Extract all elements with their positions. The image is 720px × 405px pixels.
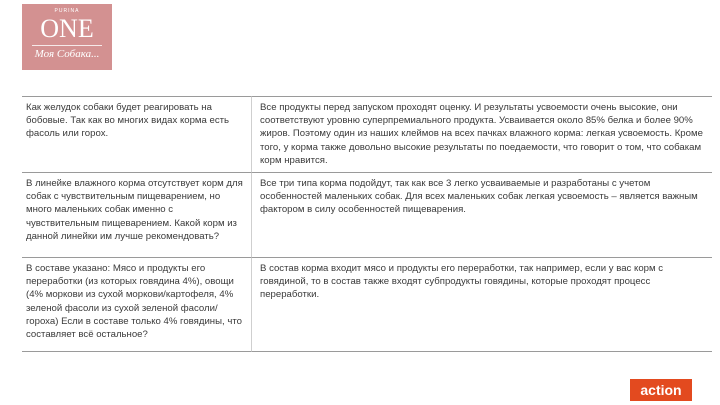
faq-question-1: Как желудок собаки будет реагировать на бобовые. Так как во многих видах корма есть фасоль или горох. (22, 96, 252, 172)
faq-answer-2: Все три типа корма подойдут, так как все 3 легко усваиваемые и разработаны с учетом особенностей маленьких собак. Для всех маленьких собак легкая усвоемость – является важным фактором в силу особенностей пищеварения. (252, 172, 712, 257)
faq-question-2: В линейке влажного корма отсутствует корм для собак с чувствительным пищеварением, но много маленьких собак именно с чувствительным пищеварением. Какой корм из данной линейки им лучше рекомендовать? (22, 172, 252, 257)
purina-one-logo (22, 4, 112, 70)
faq-answer-1: Все продукты перед запуском проходят оценку. И результаты усвоемости очень высокие, они соответствуют уровню суперпремиального продукта. Усваивается около 85% белка и более 90% жиров. Поэтому один из наших клеймов на всех пачках влажного корма: легкая усвоемость. Кроме того, у корма также довольно высокие результаты по поедаемости, что говорит о том, что собакам корм нравится. (252, 96, 712, 172)
logo-one-text: ONE (40, 14, 94, 43)
faq-question-3: В составе указано: Мясо и продукты его переработки (из которых говядина 4%), овощи (4% моркови из сухой моркови/картофеля, 4% зеленой фасоли из сухой зеленой фасоли/гороха) Если в составе только 4% говядины, что составляет всё остальное? (22, 257, 252, 352)
action-brand-badge: action (630, 379, 692, 401)
logo-purina-text: PURINA (54, 8, 80, 14)
logo-tagline: Моя Собака... (34, 48, 100, 60)
faq-table (22, 96, 712, 352)
faq-answer-3: В состав корма входит мясо и продукты его переработки, так например, если у вас корм с говядиной, то в состав также входят субпродукты говядины, которые проходят процесс переработки. (252, 257, 712, 352)
logo-divider (32, 45, 102, 46)
